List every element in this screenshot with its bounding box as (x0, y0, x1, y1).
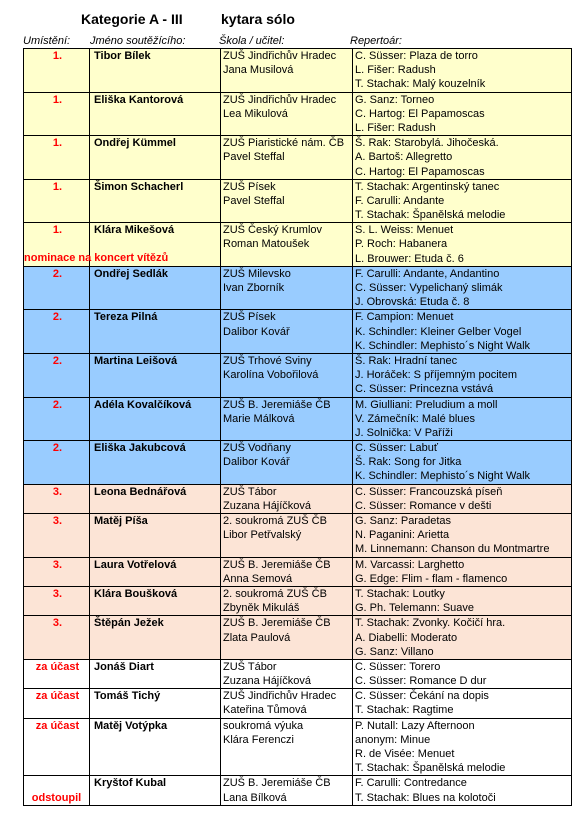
repertoire-cell (353, 718, 572, 776)
result-row (24, 397, 572, 441)
teacher-name: Zbyněk Mikuláš (223, 602, 300, 615)
place-value: 1. (52, 137, 63, 150)
repertoire-piece: F. Campion: Menuet (355, 311, 454, 324)
repertoire-piece: C. Hartog: El Papamoscas (355, 107, 485, 120)
result-row (24, 616, 572, 660)
repertoire-piece: L. Fišer: Radush (355, 64, 436, 77)
name-cell: Šimon Schacherl (90, 179, 221, 223)
place-value: 2. (52, 442, 63, 455)
repertoire-piece: V. Zámečník: Malé blues (355, 412, 476, 425)
repertoire-piece: L. Fišer: Radush (355, 121, 436, 134)
repertoire-cell (353, 49, 572, 93)
repertoire-piece: T. Stachak: Španělská melodie (355, 209, 506, 222)
repertoire-cell (353, 353, 572, 397)
school-name: ZUŠ Tábor (223, 660, 277, 673)
place-cell (24, 441, 90, 485)
place-value: 1. (52, 50, 63, 62)
place-cell (24, 557, 90, 586)
teacher-name: Zuzana Hájíčková (223, 499, 312, 512)
place-cell (24, 92, 90, 136)
title-row (0, 11, 581, 31)
place-cell (24, 586, 90, 615)
result-row (24, 586, 572, 615)
place-value: za účast (35, 660, 80, 673)
repertoire-piece: F. Carulli: Contredance (355, 777, 467, 790)
teacher-name: Kateřina Tůmová (223, 704, 307, 717)
school-cell (221, 397, 353, 441)
name-cell: Ondřej Sedlák (90, 266, 221, 310)
repertoire-cell (353, 397, 572, 441)
result-row (24, 310, 572, 354)
school-name: ZUŠ Písek (223, 180, 276, 193)
school-cell (221, 136, 353, 180)
teacher-name: Karolína Vobořilová (223, 369, 319, 382)
repertoire-cell (353, 616, 572, 660)
repertoire-piece: A. Bartoš: Allegretto (355, 151, 453, 164)
column-headers (0, 35, 581, 49)
place-cell (24, 514, 90, 558)
repertoire-piece: K. Schindler: Mephisto´s Night Walk (355, 339, 531, 352)
repertoire-piece: K. Schindler: Kleiner Gelber Vogel (355, 325, 522, 338)
place-cell (24, 718, 90, 776)
repertoire-piece: K. Schindler: Mephisto´s Night Walk (355, 470, 531, 483)
school-name: ZUŠ Jindřichův Hradec (223, 50, 337, 62)
school-name: ZUŠ B. Jeremiáše ČB (223, 558, 331, 571)
name-cell: Kryštof Kubal (90, 776, 221, 805)
result-row (24, 557, 572, 586)
school-name: 2. soukromá ZUŠ ČB (223, 587, 327, 600)
teacher-name: Marie Málková (223, 412, 295, 425)
repertoire-piece: T. Stachak: Španělská melodie (355, 762, 506, 775)
teacher-name: Ivan Zborník (223, 282, 285, 294)
place-value: 3. (52, 617, 63, 630)
school-name: ZUŠ Jindřichův Hradec (223, 93, 337, 106)
repertoire-piece: anonym: Minue (355, 733, 431, 746)
place-cell (24, 266, 90, 310)
school-cell (221, 718, 353, 776)
name-cell: Laura Votřelová (90, 557, 221, 586)
col-header-place: Umístění: (23, 35, 71, 47)
instrument-title: kytara sólo (221, 11, 295, 27)
school-cell (221, 310, 353, 354)
result-row (24, 353, 572, 397)
repertoire-cell (353, 266, 572, 310)
school-cell (221, 484, 353, 513)
repertoire-piece: C. Süsser: Labuť (355, 442, 438, 455)
school-name: soukromá výuka (223, 719, 304, 732)
repertoire-piece: P. Nutall: Lazy Afternoon (355, 719, 475, 732)
school-cell (221, 586, 353, 615)
repertoire-piece: F. Carulli: Andante, Andantino (355, 267, 500, 280)
repertoire-cell (353, 136, 572, 180)
repertoire-piece: J. Horáček: S příjemným pocitem (355, 369, 517, 382)
result-row (24, 92, 572, 136)
place-value: 2. (52, 398, 63, 411)
result-row (24, 49, 572, 93)
result-row (24, 514, 572, 558)
name-cell: Ondřej Kümmel (90, 136, 221, 180)
repertoire-piece: A. Diabelli: Moderato (355, 631, 458, 644)
place-cell (24, 179, 90, 223)
school-cell (221, 92, 353, 136)
teacher-name: Jana Musilová (223, 64, 294, 77)
name-cell: Tomáš Tichý (90, 689, 221, 718)
repertoire-cell (353, 557, 572, 586)
repertoire-piece: J. Solnička: V Paříži (355, 426, 453, 439)
name-cell: Štěpán Ježek (90, 616, 221, 660)
name-cell: Tibor Bílek (90, 49, 221, 93)
col-header-name: Jméno soutěžícího: (90, 35, 186, 47)
place-cell (24, 689, 90, 718)
repertoire-cell (353, 659, 572, 688)
teacher-name: Pavel Steffal (223, 194, 285, 207)
school-cell (221, 659, 353, 688)
place-value: za účast (35, 690, 80, 703)
repertoire-piece: N. Paganini: Arietta (355, 529, 450, 542)
repertoire-cell (353, 689, 572, 718)
repertoire-piece: Š. Rak: Starobylá. Jihočeská. (355, 137, 499, 150)
repertoire-piece: C. Süsser: Vypelichaný slimák (355, 282, 503, 294)
repertoire-piece: M. Giulliani: Preludium a moll (355, 398, 498, 411)
school-name: ZUŠ Vodňany (223, 442, 291, 455)
repertoire-cell (353, 441, 572, 485)
result-row (24, 266, 572, 310)
school-name: ZUŠ Tábor (223, 485, 277, 498)
name-cell: Tereza Pilná (90, 310, 221, 354)
repertoire-piece: T. Stachak: Malý kouzelník (355, 78, 486, 91)
repertoire-cell (353, 484, 572, 513)
place-value: 2. (52, 354, 63, 367)
name-cell: Jonáš Diart (90, 659, 221, 688)
school-cell (221, 49, 353, 93)
repertoire-piece: G. Sanz: Torneo (355, 93, 435, 106)
place-value: 2. (52, 267, 63, 280)
school-name: 2. soukromá ZUŠ ČB (223, 515, 327, 527)
place-value: 2. (52, 311, 63, 324)
school-name: ZUŠ Piaristické nám. ČB (223, 137, 345, 150)
repertoire-piece: G. Ph. Telemann: Suave (355, 602, 475, 615)
place-value: 1. (52, 180, 63, 193)
name-cell: Adéla Kovalčíková (90, 397, 221, 441)
repertoire-piece: T. Stachak: Ragtime (355, 704, 454, 717)
repertoire-piece: F. Carulli: Andante (355, 194, 445, 207)
repertoire-piece: S. L. Weiss: Menuet (355, 224, 454, 237)
repertoire-piece: M. Linnemann: Chanson du Montmartre (355, 543, 550, 556)
place-value: odstoupil (31, 791, 82, 804)
school-name: ZUŠ Trhové Sviny (223, 354, 312, 367)
repertoire-piece: Š. Rak: Song for Jitka (355, 456, 462, 469)
repertoire-cell (353, 586, 572, 615)
repertoire-cell (353, 179, 572, 223)
result-row (24, 441, 572, 485)
name-cell: Eliška Kantorová (90, 92, 221, 136)
repertoire-piece: T. Stachak: Blues na kolotoči (355, 791, 496, 804)
repertoire-cell (353, 514, 572, 558)
place-cell (24, 136, 90, 180)
place-value: 3. (52, 485, 63, 498)
school-cell (221, 353, 353, 397)
repertoire-piece: G. Edge: Flim - flam - flamenco (355, 572, 508, 585)
school-name: ZUŠ Písek (223, 311, 276, 324)
repertoire-piece: C. Süsser: Torero (355, 660, 441, 673)
teacher-name: Zlata Paulová (223, 631, 291, 644)
col-header-school: Škola / učitel: (219, 35, 285, 47)
teacher-name: Lea Mikulová (223, 107, 288, 120)
place-value: 3. (52, 587, 63, 600)
place-cell (24, 616, 90, 660)
school-name: ZUŠ Milevsko (223, 267, 291, 280)
school-cell (221, 179, 353, 223)
repertoire-piece: M. Varcassi: Larghetto (355, 558, 465, 571)
result-row (24, 718, 572, 776)
repertoire-piece: C. Süsser: Plaza de torro (355, 50, 478, 62)
teacher-name: Dalibor Kovář (223, 325, 290, 338)
place-value: 1. (52, 224, 63, 237)
teacher-name: Zuzana Hájíčková (223, 675, 312, 688)
repertoire-cell (353, 223, 572, 267)
school-cell (221, 616, 353, 660)
place-cell (24, 49, 90, 93)
school-name: ZUŠ Jindřichův Hradec (223, 690, 337, 703)
result-row (24, 179, 572, 223)
result-row (24, 776, 572, 805)
place-value: 1. (52, 93, 63, 106)
repertoire-piece: T. Stachak: Loutky (355, 587, 445, 600)
place-value: 3. (52, 515, 63, 527)
place-value: za účast (35, 719, 80, 732)
teacher-name: Lana Bílková (223, 791, 287, 804)
place-cell (24, 484, 90, 513)
name-cell: Leona Bednářová (90, 484, 221, 513)
name-cell: Eliška Jakubcová (90, 441, 221, 485)
repertoire-piece: C. Süsser: Čekání na dopis (355, 690, 489, 703)
result-row (24, 659, 572, 688)
repertoire-piece: P. Roch: Habanera (355, 238, 448, 251)
name-cell: Martina Leišová (90, 353, 221, 397)
repertoire-piece: T. Stachak: Zvonky. Kočičí hra. (355, 617, 506, 630)
school-cell (221, 223, 353, 267)
repertoire-piece: C. Süsser: Romance D dur (355, 675, 487, 688)
repertoire-piece: C. Süsser: Francouzská píseň (355, 485, 503, 498)
school-cell (221, 441, 353, 485)
place-cell (24, 310, 90, 354)
result-row (24, 223, 572, 267)
place-value: 3. (52, 558, 63, 571)
results-table-body (24, 49, 572, 806)
result-row (24, 484, 572, 513)
category-title: Kategorie A - III (81, 11, 183, 27)
result-row (24, 689, 572, 718)
teacher-name: Libor Petřvalský (223, 529, 302, 542)
teacher-name: Dalibor Kovář (223, 456, 290, 469)
school-name: ZUŠ B. Jeremiáše ČB (223, 777, 331, 790)
teacher-name: Pavel Steffal (223, 151, 285, 164)
result-row (24, 136, 572, 180)
repertoire-piece: C. Süsser: Princezna vstává (355, 383, 494, 396)
school-cell (221, 557, 353, 586)
nomination-note: nominace na koncert vítězů (24, 252, 169, 265)
place-cell (24, 353, 90, 397)
repertoire-piece: G. Sanz: Paradetas (355, 515, 451, 527)
name-cell: Matěj Píša (90, 514, 221, 558)
name-cell: Klára Mikešová (90, 223, 221, 267)
teacher-name: Anna Semová (223, 572, 293, 585)
repertoire-piece: T. Stachak: Argentinský tanec (355, 180, 500, 193)
school-cell (221, 776, 353, 805)
repertoire-piece: Š. Rak: Hradní tanec (355, 354, 458, 367)
school-cell (221, 689, 353, 718)
school-cell (221, 266, 353, 310)
teacher-name: Roman Matoušek (223, 238, 310, 251)
repertoire-cell (353, 310, 572, 354)
repertoire-cell (353, 776, 572, 805)
place-cell (24, 776, 90, 805)
school-name: ZUŠ B. Jeremiáše ČB (223, 398, 331, 411)
results-table (23, 48, 572, 806)
name-cell: Matěj Votýpka (90, 718, 221, 776)
repertoire-piece: J. Obrovská: Etuda č. 8 (355, 296, 470, 309)
place-cell (24, 397, 90, 441)
repertoire-piece: C. Süsser: Romance v dešti (355, 499, 492, 512)
place-cell (24, 659, 90, 688)
repertoire-piece: L. Brouwer: Etuda č. 6 (355, 252, 464, 265)
school-name: ZUŠ B. Jeremiáše ČB (223, 617, 331, 630)
school-name: ZUŠ Český Krumlov (223, 224, 323, 237)
school-cell (221, 514, 353, 558)
repertoire-piece: C. Hartog: El Papamoscas (355, 165, 485, 178)
repertoire-piece: G. Sanz: Villano (355, 645, 434, 658)
repertoire-piece: R. de Visée: Menuet (355, 748, 455, 760)
name-cell: Klára Boušková (90, 586, 221, 615)
col-header-repertoire: Repertoár: (350, 35, 402, 47)
repertoire-cell (353, 92, 572, 136)
teacher-name: Klára Ferenczi (223, 733, 294, 746)
